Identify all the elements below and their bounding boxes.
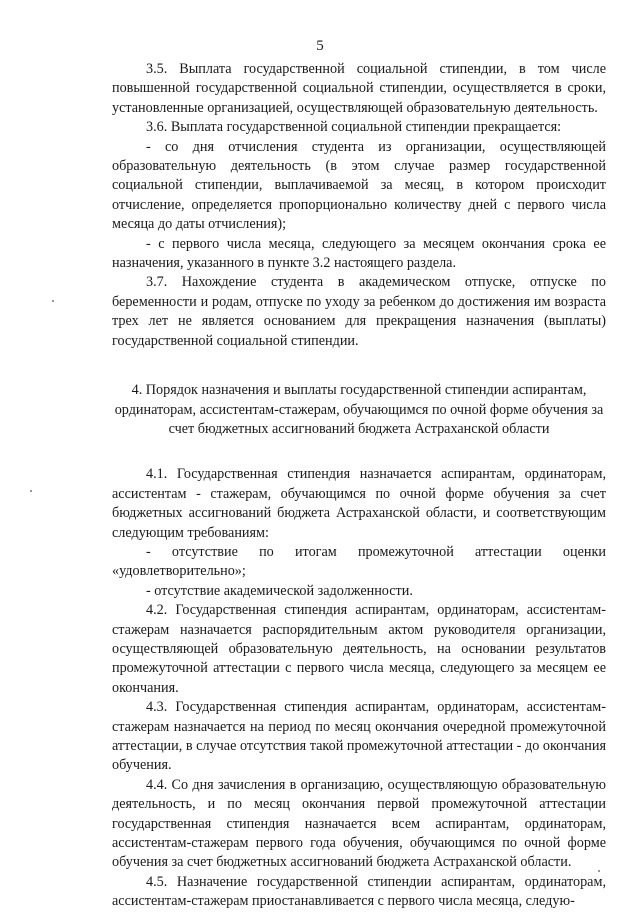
scan-speck (30, 490, 32, 492)
paragraph-4-1: 4.1. Государственная стипендия назначается аспирантам, ординаторам, ассистентам - стажерам, обучающимся по очной форме обучения за счет бюджетных ассигнований бюджета Астраханской области, и соответствующим следующим требованиям: (112, 466, 606, 541)
paragraph-4-4: 4.4. Со дня зачисления в организацию, осуществляющую образовательную деятельность, и по месяц окончания первой промежуточной аттестации государственная стипендия назначается всем аспирантам, ординаторам, ассистентам-стажерам первого года обучения, обучающимся по очной форме обучения за счет бюджетных ассигнований бюджета Астраханской области. (112, 776, 606, 871)
document-body (112, 60, 606, 912)
page-number: 5 (316, 38, 324, 54)
paragraph-4-3: 4.3. Государственная стипендия аспирантам, ординаторам, ассистентам-стажерам назначается на период по месяц окончания очередной промежуточной аттестации, в случае отсутствия такой промежуточной аттестации - до окончания обучения. (112, 699, 606, 774)
list-item-no-debt: - отсутствие академической задолженности. (146, 582, 413, 599)
list-item-term-end: - с первого числа месяца, следующего за месяцем окончания срока ее назначения, указанного в пункте 3.2 настоящего раздела. (112, 235, 606, 272)
paragraph-3-6: 3.6. Выплата государственной социальной стипендии прекращается: (146, 119, 562, 136)
section-heading: 4. Порядок назначения и выплаты государственной стипендии аспирантам, ординаторам, ассистентам-стажерам, обучающимся по очной форме обучения за счет бюджетных ассигнований бюджета Астраханской области (114, 382, 604, 437)
paragraph-4-2: 4.2. Государственная стипендия аспирантам, ординаторам, ассистентам-стажерам назначается распорядительным актом руководителя организации, осуществляющей образовательную деятельность, на основании результатов промежуточной аттестации с первого числа месяца, следующего за месяцем ее окончания. (112, 602, 606, 696)
paragraph-3-7: 3.7. Нахождение студента в академическом отпуске, отпуске по беременности и родам, отпуске по уходу за ребенком до достижения им возраста трех лет не является основанием для прекращения назначения (выплаты) государственной социальной стипендии. (112, 274, 606, 349)
paragraph-3-5: 3.5. Выплата государственной социальной стипендии, в том числе повышенной государственной социальной стипендии, осуществляется в сроки, установленные организацией, осуществляющей образовательную деятельность. (112, 61, 606, 116)
list-item-no-satisfactory: - отсутствие по итогам промежуточной аттестации оценки «удовлетворительно»; (112, 543, 606, 580)
scan-speck (598, 870, 600, 872)
scan-speck (52, 300, 54, 302)
list-item-expulsion: - со дня отчисления студента из организации, осуществляющей образовательную деятельность (в этом случае размер государственной социальной стипендии, выплачиваемой за месяц, в котором происходит отчисление, определяется пропорционально количеству дней с первого числа месяца до даты отчисления); (112, 138, 606, 233)
paragraph-4-5: 4.5. Назначение государственной стипендии аспирантам, ординаторам, ассистентам-стажерам приостанавливается с первого числа месяца, следую- (112, 873, 606, 910)
